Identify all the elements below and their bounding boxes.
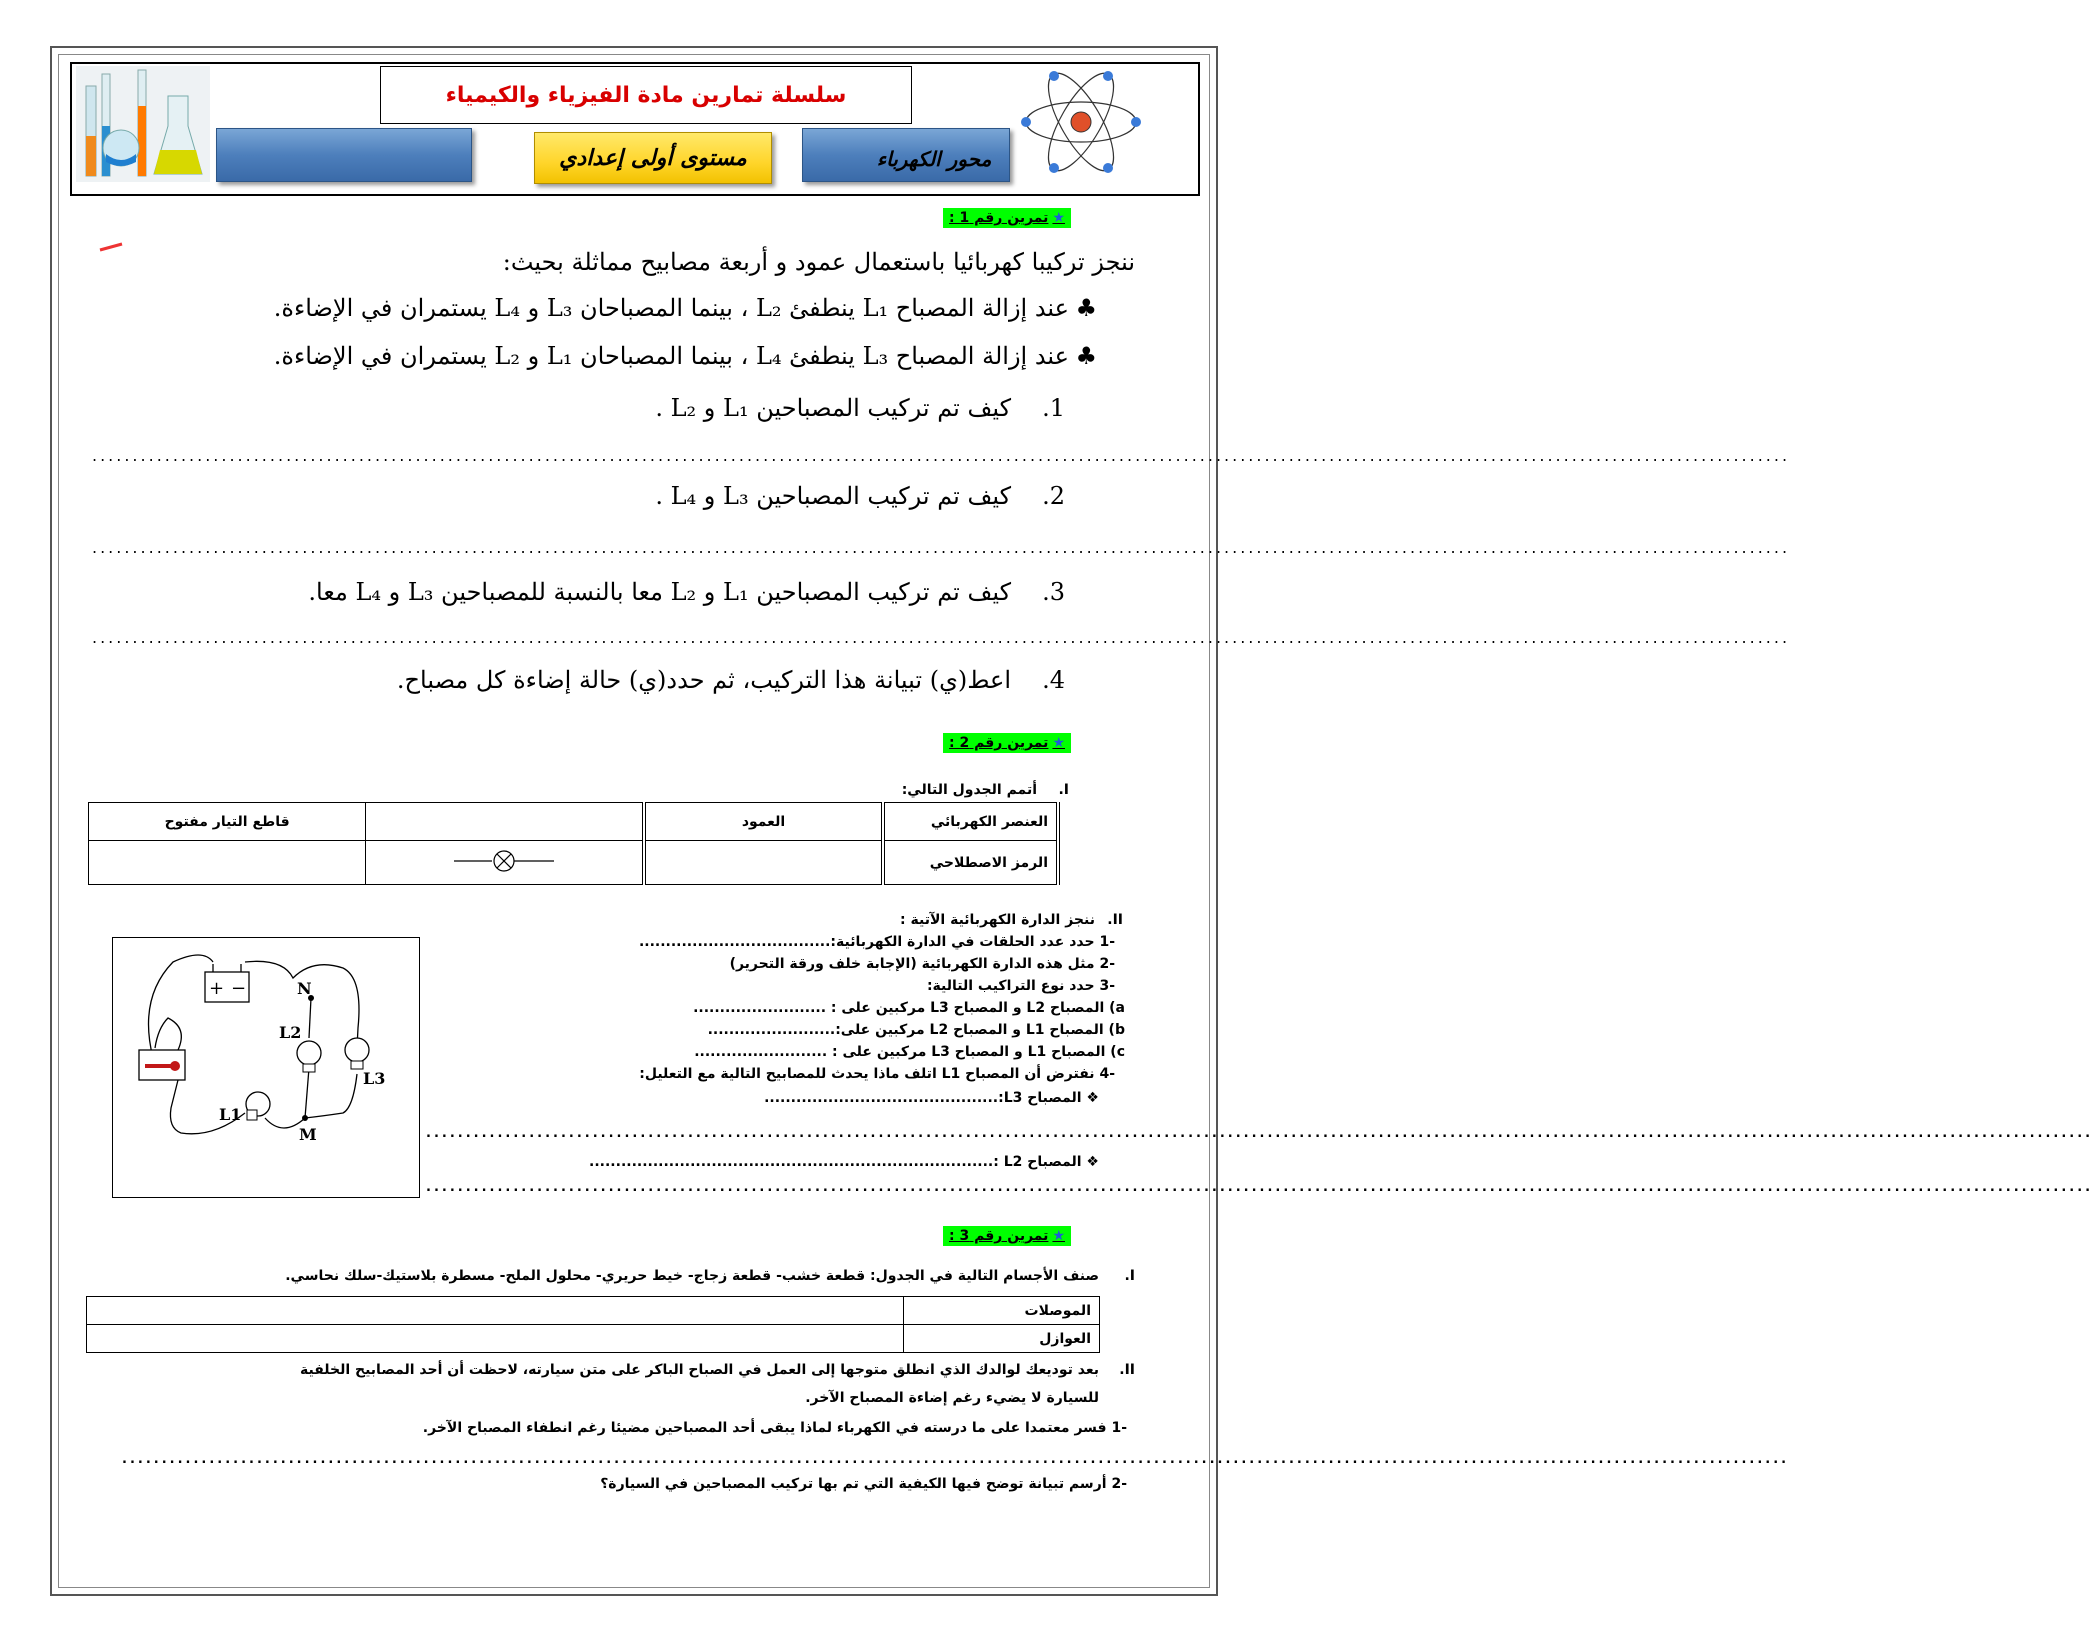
ex2-lamp3: ❖ المصباح L3:............................................ <box>764 1090 1099 1106</box>
ex2-q4: -4 نفترض أن المصباح L1 اتلف ماذا يحدث للمصابيح التالية مع التعليل: <box>639 1066 1115 1082</box>
battery-plus: + <box>209 978 225 999</box>
symbols-table <box>88 802 1060 885</box>
ex1-q3-number: 3. <box>1042 578 1065 606</box>
ex1-q3: كيف تم تركيب المصباحين L₁ و L₂ معا بالنسبة للمصباحين L₃ و L₄ معا. <box>308 578 1011 606</box>
exercise-3-title: ★تمرين رقم 3 : <box>943 1226 1071 1246</box>
ex2-qc: c) المصباح L1 و المصباح L3 مركبين على : ......................... <box>694 1044 1125 1060</box>
exercise-2-title: ★تمرين رقم 2 : <box>943 733 1071 753</box>
answer-line: ........................ <box>707 1022 836 1038</box>
axis-label: محور الكهرباء <box>876 147 992 171</box>
table-cell <box>89 841 366 885</box>
table-cell: قاطع التيار مفتوح <box>89 803 366 841</box>
ex1-q2-number: 2. <box>1042 482 1065 510</box>
table-cell <box>644 841 883 885</box>
table-cell: العنصر الكهربائي <box>883 803 1058 841</box>
ex2-qb: b) المصباح L1 و المصباح L2 مركبين على:........................ <box>707 1022 1125 1038</box>
label-n: N <box>297 979 312 998</box>
ex2-lamp2: ❖ المصباح L2 :............................................................................ <box>589 1154 1099 1170</box>
star-icon: ★ <box>1052 1228 1065 1244</box>
ex2-qa: a) المصباح L2 و المصباح L3 مركبين على : ......................... <box>693 1000 1125 1016</box>
left-blue-banner <box>216 128 472 182</box>
lamp-symbol-cell <box>366 841 644 885</box>
table-cell <box>366 803 644 841</box>
ex3-q1: -1 فسر معتمدا على ما درسته في الكهرباء لماذا يبقى أحد المصباحين مضيئا رغم انطفاء المصباح الآخر. <box>422 1420 1127 1436</box>
battery-minus: − <box>231 978 247 999</box>
ex2-q3: -3 حدد نوع التراكيب التالية: <box>926 978 1115 994</box>
table-cell <box>87 1325 904 1353</box>
ex2-part2: ننجز الدارة الكهربائية الآتية : <box>900 912 1095 928</box>
label-l3: L3 <box>363 1069 386 1088</box>
answer-line: .................................................................................................................................................................................................................. <box>92 446 1791 465</box>
table-cell: الموصلات <box>904 1297 1100 1325</box>
answer-line: .................................................................................................................................................................................................................. <box>122 1452 1790 1467</box>
ex1-bullet-1: عند إزالة المصباح L₁ ينطفئ L₂ ، بينما المصباحان L₃ و L₄ يستمران في الإضاءة. <box>273 294 1069 322</box>
ex2-q2: -2 مثل هذه الدارة الكهربائية (الإجابة خلف ورقة التحرير) <box>729 956 1115 972</box>
club-icon: ♣ <box>1075 294 1097 322</box>
ex2-part2-number: II. <box>1107 912 1123 928</box>
table-cell: العوازل <box>904 1325 1100 1353</box>
worksheet-title: سلسلة تمارين مادة الفيزياء والكيمياء <box>445 82 847 108</box>
ex3-part1: صنف الأجسام التالية في الجدول: قطعة خشب- قطعة زجاج- خيط حريري- محلول الملح- مسطرة بلاستيك-سلك نحاسي. <box>285 1268 1099 1284</box>
level-banner: مستوى أولى إعدادي <box>534 132 772 184</box>
worksheet-title-box <box>380 66 912 124</box>
lab-glassware-image <box>76 66 210 182</box>
answer-line: ......................... <box>694 1044 833 1060</box>
ex1-q2: كيف تم تركيب المصباحين L₃ و L₄ . <box>655 482 1011 510</box>
table-cell: العمود <box>644 803 883 841</box>
ex1-q4-number: 4. <box>1042 666 1065 694</box>
circuit-diagram <box>112 937 420 1198</box>
ex1-bullet-2: عند إزالة المصباح L₃ ينطفئ L₄ ، بينما المصباحان L₁ و L₂ يستمران في الإضاءة. <box>273 342 1069 370</box>
classification-table <box>86 1296 1100 1353</box>
ex3-part1-number: I. <box>1124 1268 1135 1284</box>
ex3-q2: -2 أرسم تبيانة توضح فيها الكيفية التي تم بها تركيب المصباحين في السيارة؟ <box>600 1476 1127 1492</box>
lamp-l1 <box>246 1092 270 1120</box>
ex1-q1: كيف تم تركيب المصباحين L₁ و L₂ . <box>655 394 1011 422</box>
ex3-part2-number: II. <box>1119 1362 1135 1378</box>
answer-line: .................................................................................................................................................................................................................. <box>92 538 1791 557</box>
ex2-part1: أتمم الجدول التالي: <box>901 782 1037 798</box>
red-mark <box>100 242 124 254</box>
ex2-q1: -1 حدد عدد الحلقات في الدارة الكهربائية:.................................... <box>638 934 1115 950</box>
atom-image <box>1018 66 1144 178</box>
table-cell: الرمز الاصطلاحي <box>883 841 1058 885</box>
table-cell <box>87 1297 904 1325</box>
answer-line: .................................................................................................................................................................................................................. <box>426 1126 2093 1141</box>
ex1-intro: ننجز تركيبا كهربائيا باستعمال عمود و أربعة مصابيح مماثلة بحيث: <box>502 248 1135 276</box>
ex2-part1-number: I. <box>1058 782 1069 798</box>
ex3-part2-line1: بعد توديعك لوالدك الذي انطلق متوجها إلى العمل في الصباح الباكر على متن سيارته، لاحظت أن أحد المصابيح الخلفية <box>299 1362 1099 1378</box>
label-l1: L1 <box>219 1105 242 1124</box>
circuit-drawing <box>113 938 418 1196</box>
lamp-symbol-icon <box>454 849 554 873</box>
ex1-q1-number: 1. <box>1042 394 1065 422</box>
answer-line: ......................... <box>693 1000 831 1016</box>
lamp-l2 <box>297 1041 321 1072</box>
answer-line: .................................................................................................................................................................................................................. <box>426 1180 2093 1195</box>
answer-line: ............................................ <box>764 1090 999 1106</box>
club-icon: ♣ <box>1075 342 1097 370</box>
ex1-q4: اعط(ي) تبيانة هذا التركيب، ثم حدد(ي) حالة إضاءة كل مصباح. <box>396 666 1011 694</box>
answer-line: .................................... <box>638 934 831 950</box>
label-m: M <box>299 1125 317 1144</box>
lamp-l3 <box>345 1038 369 1069</box>
star-icon: ★ <box>1052 210 1065 226</box>
exercise-1-title: ★تمرين رقم 1 : <box>943 208 1071 228</box>
answer-line: ............................................................................ <box>589 1154 994 1170</box>
answer-line: .................................................................................................................................................................................................................. <box>92 628 1791 647</box>
label-l2: L2 <box>279 1023 302 1042</box>
star-icon: ★ <box>1052 735 1065 751</box>
ex3-part2-line2: للسيارة لا يضيء رغم إضاءة المصباح الآخر. <box>805 1390 1099 1406</box>
